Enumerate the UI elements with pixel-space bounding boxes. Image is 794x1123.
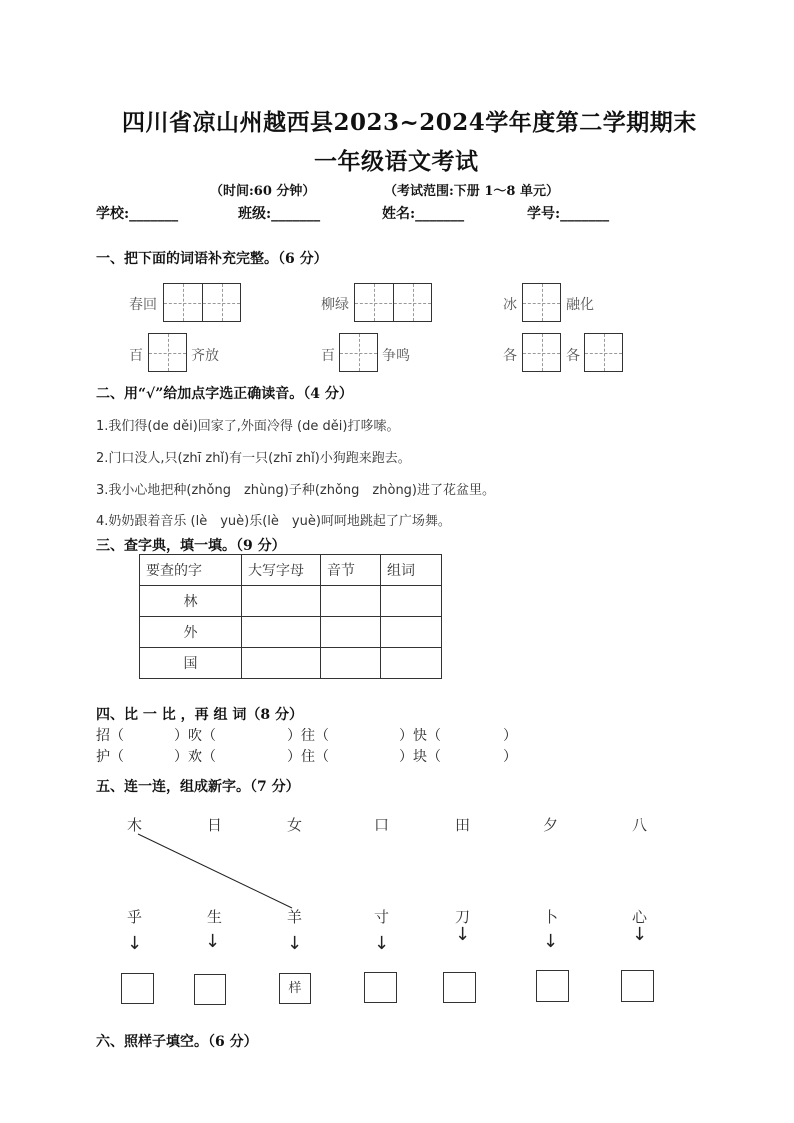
bottom-component[interactable]: 生 xyxy=(207,908,223,926)
tian-grid[interactable] xyxy=(148,333,187,372)
table-row-char: 林 xyxy=(140,586,242,617)
question-item: 1.我们得(de děi)回家了,外面冷得 (de děi)打哆嗦。 xyxy=(96,419,400,434)
question-item: 4.奶奶跟着音乐 (lè yuè)乐(lè yuè)呵呵地跳起了广场舞。 xyxy=(96,514,451,529)
word-suffix: 融化 xyxy=(566,297,594,313)
table-header-cell: 要查的字 xyxy=(140,555,242,586)
tian-grid[interactable] xyxy=(522,283,561,322)
compare-item: ）吹（ xyxy=(174,728,216,744)
tian-grid-double[interactable] xyxy=(354,283,432,322)
exam-scope: （考试范围:下册 1～8 单元） xyxy=(384,184,559,199)
section4-heading: 四、比 一 比 ，再 组 词（8 分） xyxy=(96,707,303,723)
table-row-char: 国 xyxy=(140,648,242,679)
answer-cell[interactable] xyxy=(381,648,442,679)
answer-cell[interactable] xyxy=(242,586,321,617)
page-title-line1: 四川省凉山州越西县2023~2024学年度第二学期期末 xyxy=(122,109,697,136)
word-prefix: 柳绿 xyxy=(321,297,349,313)
tian-grid[interactable] xyxy=(522,333,561,372)
bottom-component[interactable]: 乎 xyxy=(127,908,143,926)
question-item: 3.我小心地把种(zhǒng zhùng)子种(zhǒng zhòng)进了花盆里。 xyxy=(96,483,496,498)
question-item: 2.门口没人,只(zhī zhǐ)有一只(zhī zhǐ)小狗跑来跑去。 xyxy=(96,451,411,466)
answer-box[interactable] xyxy=(443,972,476,1003)
down-arrow-icon: ↓ xyxy=(205,931,221,952)
word-suffix: 齐放 xyxy=(191,348,219,364)
compare-item: ） xyxy=(503,749,517,765)
top-radical[interactable]: 女 xyxy=(287,816,303,834)
table-header-cell: 组词 xyxy=(381,555,442,586)
compare-item: ） xyxy=(503,728,517,744)
number-field: 学号:_______ xyxy=(527,206,610,222)
dictionary-table xyxy=(139,554,442,679)
down-arrow-icon: ↓ xyxy=(632,924,648,945)
bottom-component[interactable]: 刀 xyxy=(455,908,471,926)
answer-box[interactable] xyxy=(364,972,397,1003)
top-radical[interactable]: 日 xyxy=(207,816,223,834)
compare-item: ）欢（ xyxy=(174,749,216,765)
table-header-cell: 大写字母 xyxy=(242,555,321,586)
answer-box[interactable] xyxy=(536,970,569,1002)
answer-cell[interactable] xyxy=(242,617,321,648)
answer-cell[interactable] xyxy=(381,586,442,617)
answer-cell[interactable] xyxy=(381,617,442,648)
top-radical[interactable]: 夕 xyxy=(543,816,559,834)
answer-cell[interactable] xyxy=(321,586,381,617)
compare-item: 招（ xyxy=(96,728,124,744)
tian-grid[interactable] xyxy=(584,333,623,372)
section5-heading: 五、连一连，组成新字。（7 分） xyxy=(96,779,300,795)
school-field: 学校:_______ xyxy=(96,206,179,222)
answer-cell[interactable] xyxy=(242,648,321,679)
bottom-component[interactable]: 寸 xyxy=(374,908,390,926)
class-field: 班级:_______ xyxy=(238,206,321,222)
answer-box-example: 样 xyxy=(279,973,311,1004)
compare-item: ）住（ xyxy=(287,749,329,765)
word-suffix: 争鸣 xyxy=(382,348,410,364)
word-prefix: 春回 xyxy=(129,297,157,313)
exam-time: （时间:60 分钟） xyxy=(210,184,316,199)
word-middle: 各 xyxy=(566,348,580,364)
top-radical[interactable]: 口 xyxy=(374,816,390,834)
word-prefix: 百 xyxy=(321,348,335,364)
word-prefix: 各 xyxy=(503,348,517,364)
section3-heading: 三、查字典，填一填。（9 分） xyxy=(96,538,286,554)
bottom-component[interactable]: 羊 xyxy=(287,908,303,926)
down-arrow-icon: ↓ xyxy=(543,931,559,952)
section6-heading: 六、照样子填空。（6 分） xyxy=(96,1034,258,1050)
tian-grid-double[interactable] xyxy=(163,283,241,322)
answer-box[interactable] xyxy=(621,970,654,1002)
top-radical[interactable]: 木 xyxy=(127,816,143,834)
compare-item: ）快（ xyxy=(399,728,441,744)
answer-cell[interactable] xyxy=(321,648,381,679)
bottom-component[interactable]: 卜 xyxy=(543,908,559,926)
table-header-cell: 音节 xyxy=(321,555,381,586)
section1-heading: 一、把下面的词语补充完整。（6 分） xyxy=(96,251,328,267)
top-radical[interactable]: 田 xyxy=(455,816,471,834)
top-radical[interactable]: 八 xyxy=(632,816,648,834)
down-arrow-icon: ↓ xyxy=(374,933,390,954)
page-title-line2: 一年级语文考试 xyxy=(314,148,479,175)
name-field: 姓名:_______ xyxy=(382,206,465,222)
table-row-char: 外 xyxy=(140,617,242,648)
compare-item: ）往（ xyxy=(287,728,329,744)
tian-grid[interactable] xyxy=(339,333,378,372)
word-prefix: 冰 xyxy=(503,297,517,313)
down-arrow-icon: ↓ xyxy=(455,924,471,945)
compare-item: 护（ xyxy=(96,749,124,765)
word-prefix: 百 xyxy=(129,348,143,364)
down-arrow-icon: ↓ xyxy=(287,933,303,954)
compare-item: ）块（ xyxy=(399,749,441,765)
answer-box[interactable] xyxy=(121,973,154,1004)
down-arrow-icon: ↓ xyxy=(127,933,143,954)
bottom-component[interactable]: 心 xyxy=(632,908,648,926)
answer-box[interactable] xyxy=(194,974,226,1005)
answer-cell[interactable] xyxy=(321,617,381,648)
section2-heading: 二、用“√”给加点字选正确读音。（4 分） xyxy=(96,386,353,402)
